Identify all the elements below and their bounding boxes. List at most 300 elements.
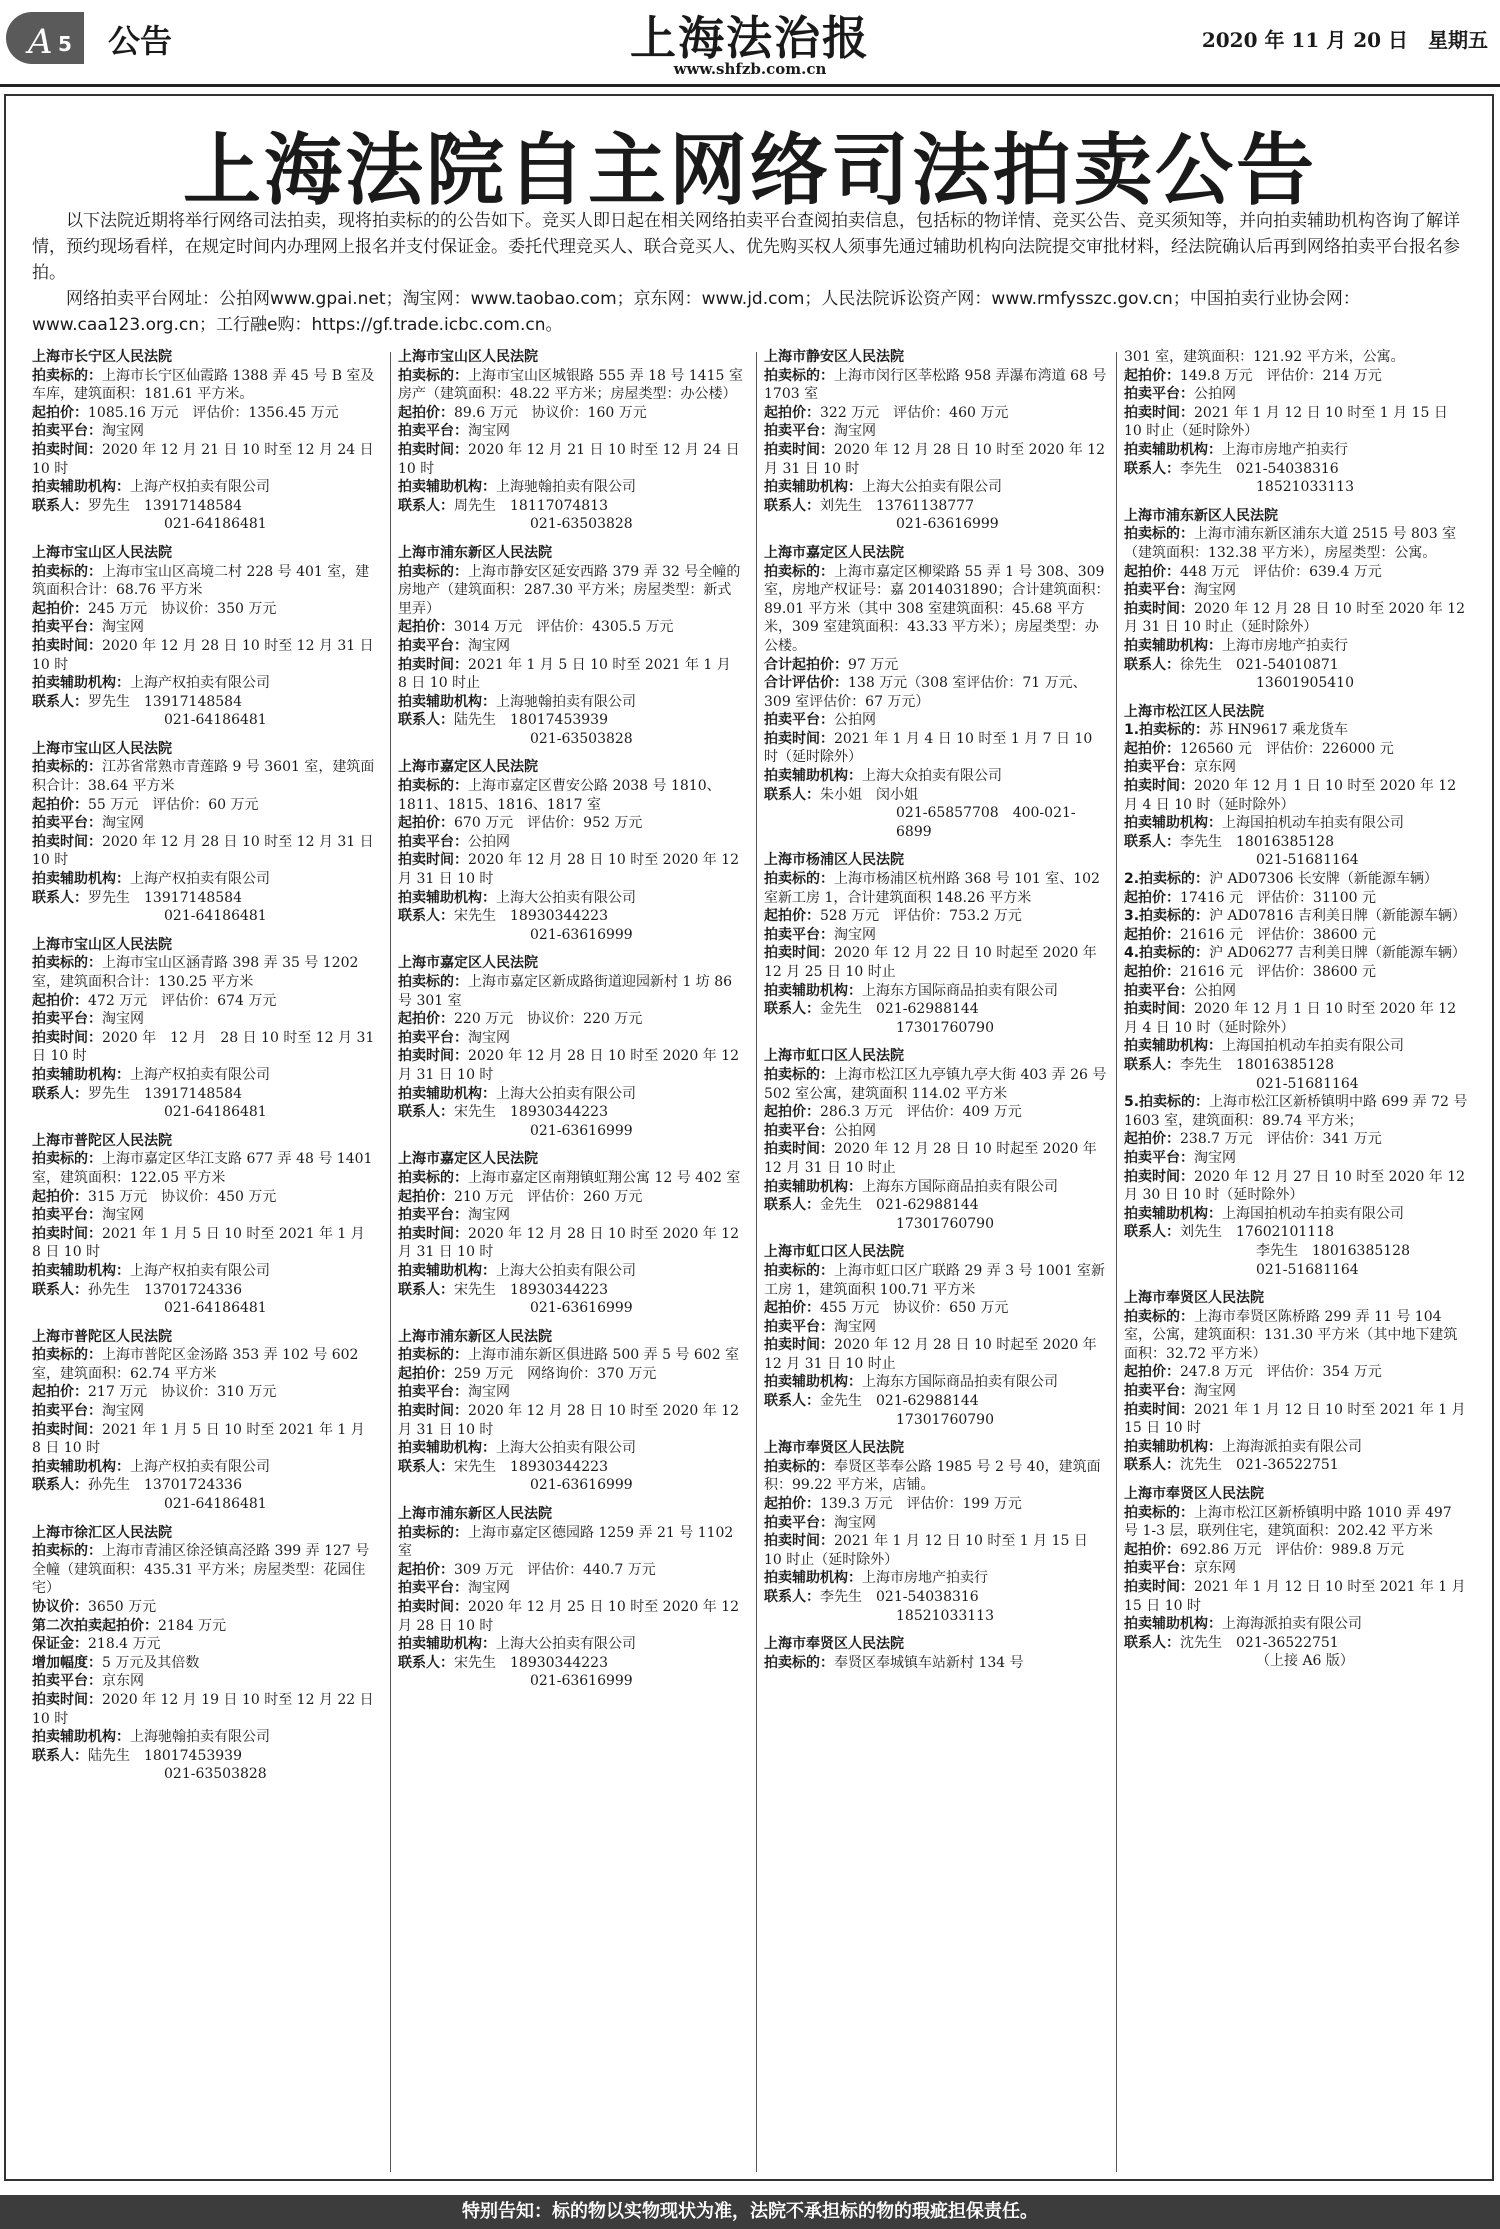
field-label: 拍卖平台：: [32, 1207, 102, 1224]
field-label: 拍卖辅助机构：: [764, 982, 862, 999]
field-label: 拍卖辅助机构：: [398, 1636, 496, 1653]
field-label: 拍卖时间：: [398, 1225, 468, 1242]
field-value: 692.86 万元 评估价：989.8 万元: [1180, 1541, 1404, 1558]
field-label: 拍卖辅助机构：: [1124, 441, 1222, 458]
field-value: 2020 年 12 月 21 日 10 时至 12 月 24 日 10 时: [398, 441, 740, 477]
field-value: 公拍网: [834, 1122, 876, 1139]
notice-line: [32, 1635, 378, 1654]
field-value: 2021 年 1 月 4 日 10 时至 1 月 7 日 10 时（延时除外）: [764, 730, 1093, 766]
field-label: 起拍价：: [1124, 1364, 1180, 1381]
auction-notice: [32, 1132, 378, 1318]
field-label: 拍卖平台：: [398, 833, 468, 850]
auction-notice: [1124, 1485, 1470, 1671]
field-value: 上海市青浦区徐泾镇高泾路 399 弄 127 号全幢（建筑面积：435.31 平方米；房屋类型：花园住宅）: [32, 1543, 370, 1597]
field-value: 21616 元 评估价：38600 元: [1180, 964, 1376, 980]
field-label: 拍卖时间：: [398, 852, 468, 869]
notice-line: [1124, 1456, 1470, 1475]
notice-line: [764, 1178, 1110, 1197]
field-value: 2020 年 12 月 28 日 10 时至 2020 年 12 月 31 日 10 时止（延时除外）: [1124, 600, 1466, 636]
field-label: 拍卖时间：: [764, 1141, 834, 1158]
field-value: 1085.16 万元 评估价：1356.45 万元: [88, 404, 339, 421]
field-value: 刘先生 13761138777: [820, 497, 974, 514]
field-label: 联系人：: [398, 1654, 454, 1671]
field-label: 拍卖时间：: [32, 833, 102, 850]
field-value: 上海市嘉定区曹安公路 2038 号 1810、1811、1815、1816、1817 室: [398, 778, 721, 813]
notice-line: [32, 441, 378, 478]
field-value: 220 万元 协议价：220 万元: [454, 1011, 643, 1028]
notice-line: [1124, 1130, 1470, 1149]
field-label: 拍卖辅助机构：: [1124, 1616, 1222, 1633]
notice-line: [1124, 348, 1470, 367]
column-4: [1124, 348, 1470, 2178]
column-2: [398, 348, 744, 2178]
field-value: 淘宝网: [102, 815, 144, 832]
notice-line: [1124, 1056, 1470, 1075]
field-value: 上海产权拍卖有限公司: [130, 1458, 270, 1475]
field-label: 拍卖时间：: [1124, 1579, 1194, 1595]
notice-line: [32, 618, 378, 637]
notice-line: [764, 1532, 1110, 1569]
field-value: 3650 万元: [88, 1599, 157, 1615]
field-value: 京东网: [102, 1673, 144, 1690]
masthead-rule: [0, 84, 1500, 87]
notice-line: [1124, 1075, 1470, 1094]
field-value: 18521033113: [1256, 479, 1354, 496]
field-value: 淘宝网: [468, 637, 510, 654]
notice-line: [32, 1458, 378, 1477]
field-label: 拍卖辅助机构：: [398, 1440, 496, 1457]
field-label: 拍卖时间：: [1124, 404, 1194, 421]
field-value: 322 万元 评估价：460 万元: [820, 404, 1009, 421]
field-label: 联系人：: [1124, 1224, 1180, 1241]
field-value: 上海海派拍卖有限公司: [1222, 1438, 1362, 1455]
field-value: 2021 年 1 月 12 日 10 时至 2021 年 1 月 15 日 10 时: [1124, 1401, 1466, 1437]
field-value: 245 万元 协议价：350 万元: [88, 600, 277, 617]
notice-line: [398, 1402, 744, 1439]
field-value: 李先生 021-54038316: [820, 1589, 979, 1605]
field-value: 上海市松江区新桥镇明中路 699 弄 72 号 1603 室，建筑面积：89.74 平方米；: [1124, 1094, 1468, 1129]
field-label: 拍卖时间：: [764, 1337, 834, 1354]
field-value: 021-64186481: [164, 1300, 267, 1317]
field-label: 联系人：: [398, 908, 454, 925]
field-value: 上海市嘉定区德园路 1259 弄 21 号 1102 室: [398, 1524, 734, 1560]
notice-line: [398, 1085, 744, 1104]
field-label: 拍卖辅助机构：: [764, 1374, 862, 1391]
field-value: 上海市房地产拍卖行: [862, 1570, 988, 1587]
field-label: 起拍价：: [398, 1011, 454, 1028]
field-label: 拍卖辅助机构：: [32, 1458, 130, 1475]
field-label: 联系人：: [398, 712, 454, 729]
notice-line: [32, 1281, 378, 1300]
field-label: 合计评估价：: [764, 675, 848, 692]
auction-notice: [764, 1635, 1110, 1672]
field-value: 上海大公拍卖有限公司: [862, 479, 1002, 496]
field-label: 拍卖辅助机构：: [1124, 815, 1222, 832]
field-value: 上海产权拍卖有限公司: [130, 675, 270, 692]
notice-line: [1124, 1000, 1470, 1037]
notice-line: [398, 730, 744, 749]
field-value: 陆先生 18017453939: [88, 1747, 242, 1764]
field-value: 李先生 18016385128: [1180, 1056, 1334, 1073]
field-value: 淘宝网: [468, 1580, 510, 1597]
field-value: 宋先生 18930344223: [454, 1104, 608, 1121]
field-label: 起拍价：: [764, 1300, 820, 1317]
field-value: 455 万元 协议价：650 万元: [820, 1300, 1009, 1317]
field-value: 金先生 021-62988144: [820, 1001, 979, 1018]
field-label: 联系人：: [764, 1589, 820, 1605]
notice-line: [398, 973, 744, 1010]
field-value: 238.7 万元 评估价：341 万元: [1180, 1131, 1382, 1148]
auction-notice: [764, 1047, 1110, 1233]
court-name: 上海市宝山区人民法院: [32, 936, 172, 953]
field-label: 拍卖标的：: [764, 367, 834, 384]
field-value: 上海产权拍卖有限公司: [130, 1262, 270, 1279]
notice-line: [1124, 1382, 1470, 1401]
field-value: 金先生 021-62988144: [820, 1197, 979, 1214]
field-value: 公拍网: [1194, 982, 1236, 999]
field-value: 2020 年 12 月 1 日 10 时至 2020 年 12 月 4 日 10 时（延时除外）: [1124, 1001, 1457, 1036]
field-value: 上海产权拍卖有限公司: [130, 479, 270, 496]
notice-line: [764, 441, 1110, 478]
notice-line: [398, 563, 744, 619]
notice-line: [764, 1569, 1110, 1588]
notice-line: [1124, 1504, 1470, 1541]
field-label: 拍卖标的：: [32, 1347, 102, 1364]
field-label: 拍卖平台：: [32, 815, 102, 832]
notice-line: [398, 422, 744, 441]
notice-line: [1124, 1401, 1470, 1438]
auction-notice: [32, 740, 378, 926]
field-value: 2020 年 12 月 1 日 10 时至 2020 年 12 月 4 日 10 时（延时除外）: [1124, 778, 1457, 813]
field-label: 联系人：: [764, 1001, 820, 1018]
field-label: 拍卖平台：: [398, 1207, 468, 1224]
notice-line: [764, 944, 1110, 981]
field-value: 021-63616999: [896, 516, 999, 533]
field-value: 淘宝网: [468, 1029, 510, 1046]
field-label: 起拍价：: [1124, 740, 1180, 757]
field-value: 89.6 万元 协议价：160 万元: [454, 404, 647, 421]
field-label: 拍卖标的：: [398, 367, 468, 384]
notice-line: [764, 1458, 1110, 1495]
notice-line: [1124, 889, 1470, 908]
field-value: 江苏省常熟市青莲路 9 号 3601 室，建筑面积合计：38.64 平方米: [32, 759, 375, 795]
notice-line: [398, 367, 744, 404]
notice-line: [1124, 1037, 1470, 1056]
field-label: 起拍价：: [32, 600, 88, 617]
field-label: 拍卖标的：: [764, 1654, 834, 1671]
field-label: 拍卖辅助机构：: [1124, 1205, 1222, 1222]
field-label: 拍卖标的：: [1124, 1504, 1194, 1521]
notice-line: [32, 1598, 378, 1617]
issue-date: 2020 年 11 月 20 日 星期五: [1201, 28, 1488, 52]
field-value: 李先生 18016385128: [1180, 833, 1334, 850]
court-name: 上海市浦东新区人民法院: [398, 1328, 552, 1345]
court-name: 上海市奉贤区人民法院: [764, 1440, 904, 1457]
field-value: 上海驰翰拍卖有限公司: [496, 479, 636, 496]
field-label: 拍卖辅助机构：: [1124, 1038, 1222, 1055]
notice-line: [398, 926, 744, 945]
field-label: 拍卖标的：: [1124, 526, 1194, 543]
notice-line: [764, 404, 1110, 423]
auction-notice: [764, 1439, 1110, 1625]
notice-line: [398, 1346, 744, 1365]
field-value: 孙先生 13701724336: [88, 1477, 242, 1494]
notice-line: [764, 1122, 1110, 1141]
notice-line: [1124, 963, 1470, 982]
field-value: 陆先生 18017453939: [454, 712, 608, 729]
field-label: 拍卖辅助机构：: [398, 693, 496, 710]
notice-line: [764, 1495, 1110, 1514]
field-value: 021-64186481: [164, 1496, 267, 1513]
field-label: 拍卖标的：: [32, 759, 102, 776]
field-value: 上海产权拍卖有限公司: [130, 871, 270, 888]
field-label: 拍卖标的：: [398, 1169, 468, 1186]
field-value: 上海市房地产拍卖行: [1222, 637, 1348, 654]
notice-line: [764, 1103, 1110, 1122]
field-value: 上海市静安区延安西路 379 弄 32 号全幢的房地产（建筑面积：287.30 平方米；房屋类型：新式里弄）: [398, 563, 741, 617]
field-value: 淘宝网: [1194, 1383, 1236, 1400]
notice-line: [1124, 441, 1470, 460]
notice-line: [32, 1728, 378, 1747]
field-label: 起拍价：: [32, 992, 88, 1009]
notice-line: [398, 1439, 744, 1458]
notice-line: [1124, 1223, 1470, 1242]
field-value: 2020 年 12 月 19 日 10 时至 12 月 22 日 10 时: [32, 1691, 374, 1727]
notice-line: [32, 870, 378, 889]
notice-line: [764, 730, 1110, 767]
field-label: 拍卖辅助机构：: [398, 1085, 496, 1102]
notice-line: [764, 367, 1110, 404]
masthead: [0, 0, 1500, 88]
notice-line: [32, 1225, 378, 1262]
field-value: 上海市虹口区广联路 29 弄 3 号 1001 室新工房 1，建筑面积 100.71 平方米: [764, 1262, 1106, 1298]
field-value: 淘宝网: [468, 423, 510, 440]
court-name: 上海市奉贤区人民法院: [764, 1636, 904, 1653]
notice-line: [1124, 600, 1470, 637]
notice-line: [32, 1672, 378, 1691]
field-value: 李先生 021-54038316: [1180, 460, 1339, 477]
field-label: 联系人：: [764, 497, 820, 514]
notice-line: [1124, 1168, 1470, 1205]
notice-line: [32, 758, 378, 795]
field-value: 淘宝网: [834, 423, 876, 440]
field-value: 2020 年 12 月 28 日 10 时至 12 月 31 日 10 时: [32, 833, 374, 869]
field-value: 021-64186481: [164, 516, 267, 533]
notice-line: [1124, 907, 1470, 926]
field-value: 2020 年 12 月 28 日 10 时至 2020 年 12 月 31 日 10 时: [398, 1225, 740, 1261]
field-value: 宋先生 18930344223: [454, 1654, 608, 1671]
field-value: 奉贤区莘奉公路 1985 号 2 号 40，建筑面积：99.22 平方米，店铺。: [764, 1458, 1101, 1494]
field-value: 217 万元 协议价：310 万元: [88, 1384, 277, 1401]
field-value: 徐先生 021-54010871: [1180, 656, 1339, 673]
field-value: 3014 万元 评估价：4305.5 万元: [454, 619, 674, 636]
notice-line: [764, 1514, 1110, 1533]
notice-line: [764, 1654, 1110, 1673]
field-value: 上海市宝山区城银路 555 弄 18 号 1415 室房产（建筑面积：48.22 平方米；房屋类型：办公楼）: [398, 367, 743, 403]
court-name: 上海市虹口区人民法院: [764, 1244, 904, 1261]
field-label: 拍卖时间：: [764, 945, 834, 962]
notice-line: [398, 656, 744, 693]
notice-line: [1124, 563, 1470, 582]
field-value: 2020 年 12 月 28 日 10 时至 2020 年 12 月 31 日 10 时: [398, 852, 740, 888]
field-label: 拍卖标的：: [764, 1262, 834, 1279]
notice-line: [764, 1140, 1110, 1177]
field-label: 拍卖时间：: [32, 1029, 102, 1046]
notice-line: [32, 1383, 378, 1402]
notice-line: [398, 1476, 744, 1495]
field-value: 2021 年 1 月 12 日 10 时至 2021 年 1 月 15 日 10 时: [1124, 1579, 1466, 1614]
field-label: 联系人：: [1124, 656, 1180, 673]
notice-line: [398, 1598, 744, 1635]
auction-notice: [32, 1328, 378, 1514]
field-label: 拍卖辅助机构：: [398, 889, 496, 906]
notice-line: [1124, 740, 1470, 759]
field-value: 上海大公拍卖有限公司: [496, 1636, 636, 1653]
field-label: 拍卖辅助机构：: [764, 1178, 862, 1195]
field-label: 起拍价：: [32, 404, 88, 421]
field-value: 李先生 18016385128: [1256, 1242, 1410, 1259]
field-label: 3.拍卖标的：: [1124, 908, 1210, 925]
court-name: 上海市普陀区人民法院: [32, 1132, 172, 1149]
notice-line: [764, 422, 1110, 441]
field-label: 拍卖时间：: [398, 1599, 468, 1615]
notice-line: [764, 497, 1110, 516]
field-label: 拍卖时间：: [764, 1533, 834, 1550]
field-label: 联系人：: [32, 1281, 88, 1298]
notice-line: [398, 814, 744, 833]
auction-notice: [32, 544, 378, 730]
field-value: 宋先生 18930344223: [454, 1458, 608, 1475]
notice-line: [398, 1169, 744, 1188]
notice-line: [764, 1411, 1110, 1430]
platform-urls: 网络拍卖平台网址：公拍网www.gpai.net；淘宝网：www.taobao.com；京东网：www.jd.com；人民法院诉讼资产网：www.rmfysszc.gov.cn；中国拍卖行业协会网：www.caa123.org.cn；工行融e购：https://gf.trade.icbc.com.cn。: [32, 289, 1360, 335]
field-label: 联系人：: [32, 1477, 88, 1494]
notice-line: [398, 515, 744, 534]
field-value: 17301760790: [896, 1215, 994, 1232]
notice-line: [32, 796, 378, 815]
notice-line: [32, 954, 378, 991]
field-label: 拍卖辅助机构：: [32, 1729, 130, 1746]
field-label: 联系人：: [398, 1458, 454, 1475]
field-value: 2021 年 1 月 12 日 10 时至 1 月 15 日 10 时止（延时除外）: [764, 1533, 1088, 1568]
notice-line: [1124, 1093, 1470, 1130]
field-label: 拍卖时间：: [398, 1048, 468, 1065]
notice-line: [1124, 1578, 1470, 1615]
field-label: 联系人：: [32, 693, 88, 710]
notice-line: [398, 833, 744, 852]
field-label: 拍卖平台：: [1124, 582, 1194, 599]
notice-line: [398, 1458, 744, 1477]
notice-line: [1124, 851, 1470, 870]
field-value: 罗先生 13917148584: [88, 497, 242, 514]
field-value: 2020 年 12 月 28 日 10 时至 12 月 31 日 10 时: [32, 1029, 375, 1065]
notice-line: [32, 1206, 378, 1225]
notice-line: [764, 515, 1110, 534]
field-label: 联系人：: [764, 786, 820, 803]
field-label: 拍卖标的：: [398, 1347, 468, 1364]
notice-line: [32, 1617, 378, 1636]
notice-line: [764, 982, 1110, 1001]
court-name: 上海市宝山区人民法院: [398, 349, 538, 365]
field-label: 起拍价：: [398, 404, 454, 421]
field-value: 021-63616999: [530, 1477, 633, 1494]
field-label: 起拍价：: [764, 404, 820, 421]
field-value: 罗先生 13917148584: [88, 1085, 242, 1102]
field-label: 第二次拍卖起拍价：: [32, 1617, 158, 1634]
field-label: 增加幅度：: [32, 1654, 102, 1671]
field-label: 拍卖时间：: [764, 730, 834, 747]
auction-notice: [1124, 348, 1470, 497]
notice-line: [764, 656, 1110, 675]
field-label: 拍卖标的：: [764, 871, 834, 888]
field-value: 17416 元 评估价：31100 元: [1180, 889, 1376, 906]
field-value: 301 室，建筑面积：121.92 平方米，公寓。: [1124, 349, 1405, 365]
field-label: 拍卖时间：: [1124, 600, 1194, 617]
field-label: 拍卖辅助机构：: [398, 1262, 496, 1279]
court-name: 上海市奉贤区人民法院: [1124, 1486, 1264, 1503]
notice-line: [32, 1010, 378, 1029]
field-label: 拍卖标的：: [1124, 1308, 1194, 1325]
field-value: 上海市奉贤区陈桥路 299 弄 11 号 104 室，公寓，建筑面积：131.30 平方米（其中地下建筑面积：32.72 平方米）: [1124, 1308, 1458, 1362]
notice-line: [32, 1421, 378, 1458]
notice-line: [1124, 777, 1470, 814]
field-label: 拍卖平台：: [398, 1580, 468, 1597]
column-divider: [756, 352, 757, 2172]
court-name: 上海市静安区人民法院: [764, 349, 904, 365]
court-name: 上海市虹口区人民法院: [764, 1048, 904, 1065]
field-value: 上海市闵行区莘松路 958 弄瀑布湾道 68 号 1703 室: [764, 367, 1107, 403]
field-label: 拍卖标的：: [764, 563, 834, 580]
field-label: 拍卖平台：: [1124, 1149, 1194, 1166]
field-value: 021-64186481: [164, 908, 267, 925]
field-value: 2020 年 12 月 28 日 10 时起至 2020 年 12 月 31 日 10 时止: [764, 1337, 1097, 1372]
court-name: 上海市浦东新区人民法院: [398, 544, 552, 561]
field-value: 5 万元及其倍数: [102, 1654, 200, 1671]
notice-line: [1124, 1308, 1470, 1364]
auction-notice: [764, 348, 1110, 534]
notice-line: [764, 1215, 1110, 1234]
field-value: 309 万元 评估价：440.7 万元: [454, 1561, 656, 1578]
field-value: 2020 年 12 月 28 日 10 时至 2020 年 12 月 31 日 10 时: [398, 1403, 740, 1438]
field-value: 宋先生 18930344223: [454, 908, 608, 925]
column-3: [764, 348, 1110, 2178]
field-value: 021-63616999: [530, 1300, 633, 1317]
notice-line: [764, 907, 1110, 926]
court-name: 上海市嘉定区人民法院: [398, 1151, 538, 1168]
section-name: 公告: [108, 22, 173, 60]
notice-line: [398, 777, 744, 814]
notice-line: [32, 693, 378, 712]
notice-line: [32, 367, 378, 404]
notice-line: [32, 1066, 378, 1085]
auction-notice: [398, 544, 744, 749]
field-label: 拍卖平台：: [32, 423, 102, 440]
field-label: 起拍价：: [1124, 926, 1180, 943]
field-label: 拍卖平台：: [398, 637, 468, 654]
field-label: 起拍价：: [1124, 964, 1180, 980]
notice-line: [398, 1225, 744, 1262]
field-label: 联系人：: [32, 497, 88, 514]
court-name: 上海市杨浦区人民法院: [764, 852, 904, 869]
field-value: 2020 年 12 月 27 日 10 时至 2020 年 12 月 30 日 10 时（延时除外）: [1124, 1168, 1466, 1204]
field-label: 联系人：: [32, 1085, 88, 1102]
field-value: 淘宝网: [834, 1318, 876, 1335]
field-label: 拍卖时间：: [32, 637, 102, 654]
notice-line: [764, 1318, 1110, 1337]
field-value: 上海市宝山区涵青路 398 弄 35 号 1202 室，建筑面积合计：130.25 平方米: [32, 955, 359, 990]
field-value: 021-63503828: [530, 516, 633, 533]
field-value: 021-63616999: [530, 1673, 633, 1690]
